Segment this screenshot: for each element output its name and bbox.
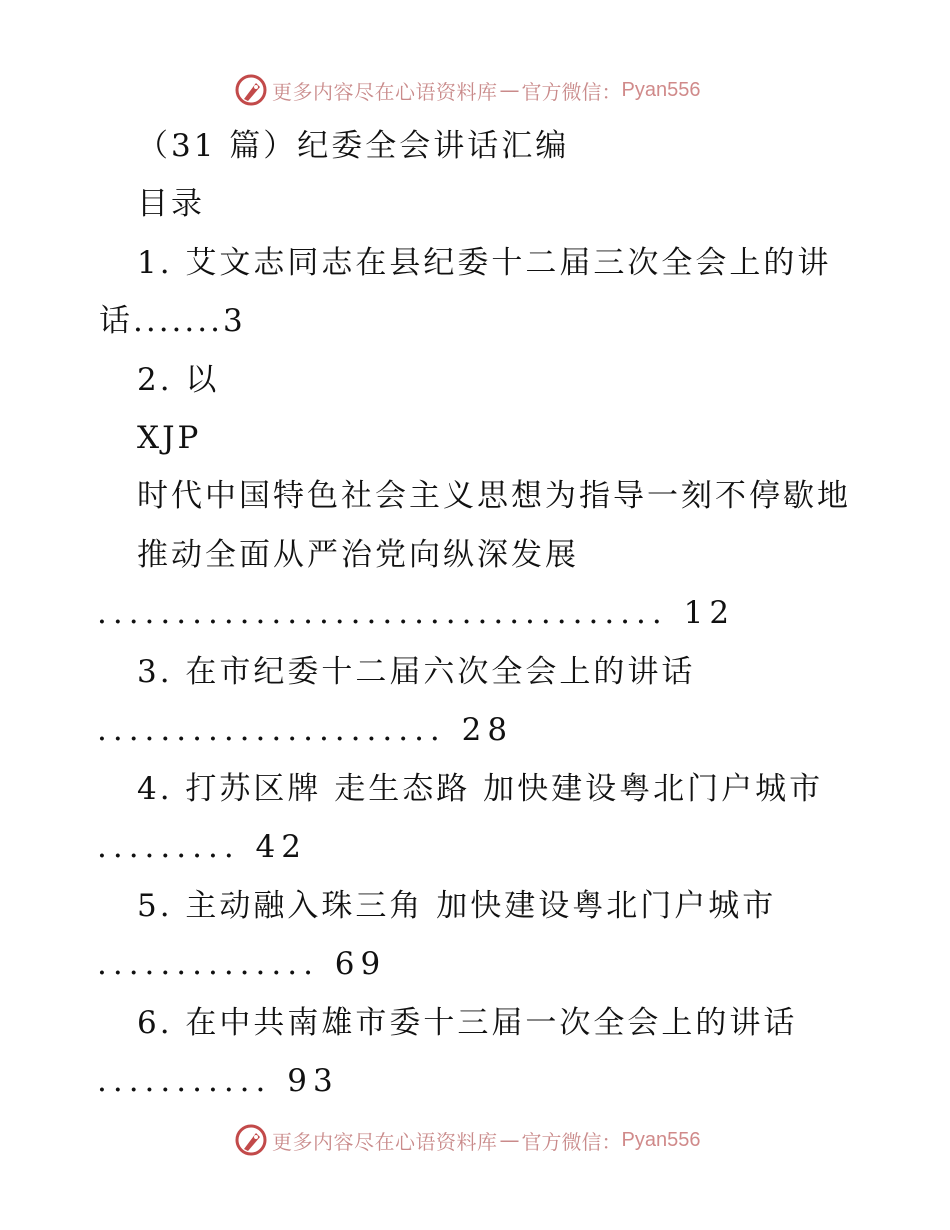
toc-line-7: .................................... 12 (97, 595, 736, 631)
banner-right-text: 官方微信： (521, 1129, 622, 1154)
toc-line-8: 3. 在市纪委十二届六次全会上的讲话 (137, 654, 696, 690)
banner-dash: — (499, 78, 520, 102)
watermark-banner-top (234, 72, 700, 108)
pen-nib-logo-icon (234, 1123, 268, 1157)
toc-line-3: 2. 以 (137, 362, 220, 398)
banner-dash: — (499, 1128, 520, 1152)
toc-line-12: 5. 主动融入珠三角 加快建设粤北门户城市 (137, 888, 777, 924)
watermark-banner-bottom (234, 1122, 700, 1158)
toc-line-11: ......... 42 (97, 829, 307, 865)
toc-line-14: 6. 在中共南雄市委十三届一次全会上的讲话 (137, 1005, 798, 1041)
banner-handle: Pyan556 (621, 1128, 701, 1151)
document-title: （31 篇）纪委全会讲话汇编 (137, 128, 570, 164)
toc-line-6: 推动全面从严治党向纵深发展 (137, 537, 579, 573)
toc-line-13: .............. 69 (97, 946, 387, 982)
toc-line-4: XJP (137, 420, 202, 456)
toc-line-2: 话.......3 (99, 303, 246, 339)
toc-line-5: 时代中国特色社会主义思想为指导一刻不停歇地 (137, 478, 851, 514)
banner-left-text: 更多内容尽在心语资料库 (272, 79, 498, 104)
toc-line-1: 1. 艾文志同志在县纪委十二届三次全会上的讲 (137, 245, 832, 281)
toc-line-15: ........... 93 (97, 1063, 339, 1099)
banner-right-text: 官方微信： (521, 79, 622, 104)
toc-line-10: 4. 打苏区牌 走生态路 加快建设粤北门户城市 (137, 771, 824, 807)
toc-line-9: ...................... 28 (97, 712, 514, 748)
banner-left-text: 更多内容尽在心语资料库 (272, 1129, 498, 1154)
banner-handle: Pyan556 (621, 78, 701, 101)
pen-nib-logo-icon (234, 73, 268, 107)
toc-heading: 目录 (137, 186, 205, 222)
